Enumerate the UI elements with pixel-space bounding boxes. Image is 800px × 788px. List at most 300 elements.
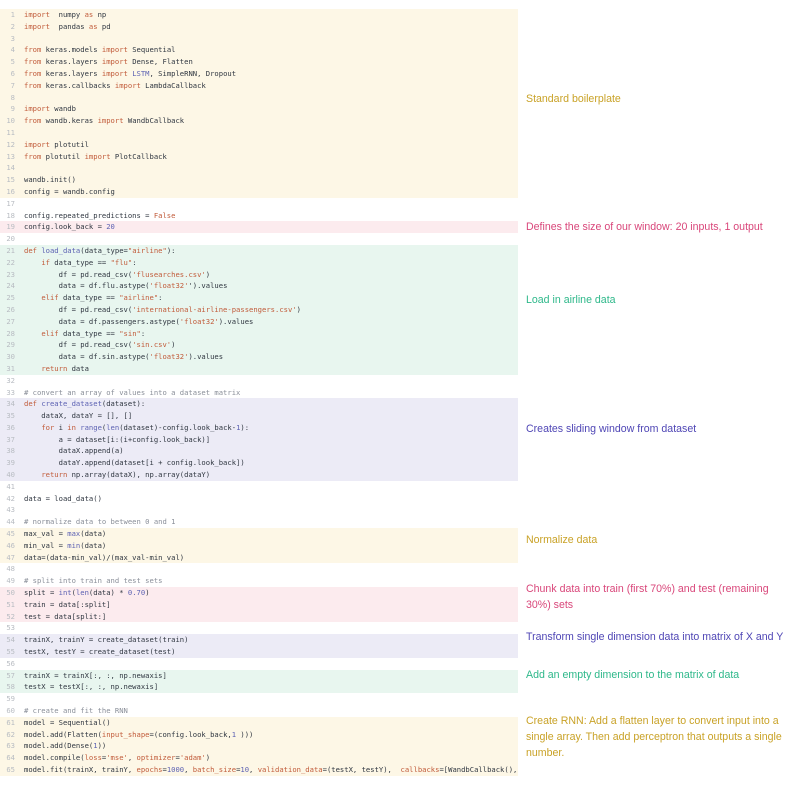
code-token: trainX, trainY = create_dataset(train) (24, 635, 189, 645)
code-token: range (80, 422, 102, 432)
code-line (0, 410, 518, 422)
code-token: # normalize data to between 0 and 1 (24, 517, 176, 527)
code-line (0, 646, 518, 658)
line-number: 7 (10, 80, 15, 90)
line-number: 60 (6, 706, 15, 716)
code-token: import (24, 10, 50, 19)
code-token: df = pd.read_csv( (24, 340, 133, 350)
code-text (24, 434, 210, 446)
code-token: optimizer (136, 753, 176, 763)
code-line (0, 693, 518, 705)
code-token: wandb.keras (41, 116, 98, 126)
code-line (0, 445, 518, 457)
code-token: def (24, 399, 37, 409)
line-number: 12 (6, 139, 15, 149)
code-text (24, 363, 89, 375)
line-number: 63 (6, 741, 15, 751)
code-text (24, 68, 236, 80)
code-text (24, 174, 76, 186)
code-token: "sin" (119, 328, 141, 338)
line-number: 62 (6, 729, 15, 739)
line-number: 3 (10, 33, 15, 43)
code-token: ).values (188, 352, 224, 362)
line-number: 37 (6, 434, 15, 444)
code-line (0, 33, 518, 45)
code-token: : (132, 257, 137, 267)
code-token: int (58, 588, 72, 598)
line-number: 18 (6, 210, 15, 220)
line-number: 23 (6, 269, 15, 279)
code-token: testX, testY = create_dataset(test) (24, 647, 176, 657)
code-text (24, 115, 184, 127)
code-token: , (184, 765, 193, 774)
code-token: dataY.append(dataset[i + config.look_back]) (24, 458, 245, 468)
code-token: import (24, 104, 50, 114)
code-token: epochs (136, 765, 163, 774)
line-number: 58 (6, 682, 15, 692)
line-number: 25 (6, 293, 15, 303)
line-number: 21 (6, 245, 15, 255)
code-text (24, 210, 175, 222)
line-number: 27 (6, 316, 15, 326)
code-text (24, 351, 223, 363)
code-token: =(config.look_back, (149, 729, 232, 739)
code-token: data = df.passengers.astype( (24, 316, 180, 326)
line-number: 45 (6, 529, 15, 539)
code-panel (0, 9, 518, 776)
code-token: testX = testX[:, :, np.newaxis] (24, 682, 159, 692)
code-token: config.repeated_predictions = (24, 210, 154, 220)
code-line (0, 162, 518, 174)
code-text (24, 445, 124, 457)
code-token: if (41, 257, 50, 267)
code-text (24, 221, 115, 233)
line-number: 33 (6, 387, 15, 397)
code-text (24, 681, 158, 693)
annotation-boilerplate: Standard boilerplate (526, 93, 621, 105)
line-number: 65 (6, 765, 15, 774)
code-token: data_type == (58, 328, 120, 338)
code-token: data=(data-min_val)/(max_val-min_val) (24, 552, 185, 562)
code-token: 0.70 (127, 588, 146, 598)
code-token: Sequential (127, 45, 176, 55)
code-token (24, 364, 41, 373)
line-number: 46 (6, 540, 15, 550)
code-token: for (41, 422, 55, 432)
line-number: 16 (6, 186, 15, 196)
code-text (24, 740, 106, 752)
code-token: "airline" (127, 245, 167, 255)
code-token: import (114, 80, 141, 90)
code-token: False (153, 210, 176, 220)
code-line (0, 304, 518, 316)
code-token: keras.callbacks (41, 80, 115, 90)
code-token: 'float32' (149, 281, 189, 291)
code-line (0, 493, 518, 505)
code-token: : (140, 328, 146, 338)
line-number: 30 (6, 352, 15, 362)
line-number: 48 (6, 564, 15, 574)
code-text (24, 292, 163, 304)
code-token: ) (296, 304, 301, 314)
code-text (24, 280, 227, 292)
code-line (0, 21, 518, 33)
code-token: trainX = trainX[:, :, np.newaxis] (24, 670, 167, 680)
code-token: from (24, 116, 42, 126)
code-token: i (54, 422, 68, 432)
code-token: model.compile( (24, 753, 85, 763)
code-line (0, 103, 518, 115)
code-text (24, 21, 111, 33)
code-token: 'sin.csv' (132, 340, 172, 350)
code-token: import (84, 151, 111, 161)
code-line (0, 587, 518, 599)
code-text (24, 304, 301, 316)
code-line (0, 68, 518, 80)
line-number: 52 (6, 611, 15, 621)
code-text (24, 139, 89, 151)
code-line (0, 552, 518, 564)
code-line (0, 375, 518, 387)
line-number: 2 (10, 21, 15, 31)
line-number: 6 (10, 68, 15, 78)
code-text (24, 186, 115, 198)
code-token: loss (84, 753, 102, 763)
code-text (24, 670, 167, 682)
code-token: LambdaCallback (140, 80, 206, 90)
code-token: import (24, 139, 50, 149)
line-number: 15 (6, 175, 15, 185)
line-number: 32 (6, 375, 15, 385)
code-token: 'flusearches.csv' (132, 269, 206, 279)
code-token: min (67, 540, 81, 550)
code-token (24, 423, 41, 432)
code-token: model = Sequential() (24, 717, 111, 727)
annotation-train-test-split: Chunk data into train (first 70%) and test (remaining 30%) sets (526, 583, 769, 611)
code-token: 20 (106, 222, 115, 232)
code-line (0, 92, 518, 104)
code-line (0, 422, 518, 434)
code-token: keras.models (41, 45, 102, 55)
code-line (0, 457, 518, 469)
code-token (24, 470, 41, 479)
code-line (0, 752, 518, 764)
code-line (0, 139, 518, 151)
code-token: data = df.sin.astype( (24, 352, 150, 362)
code-token: wandb.init() (24, 175, 76, 185)
code-token: 10 (240, 765, 250, 774)
code-line (0, 351, 518, 363)
code-token: , SimpleRNN, Dropout (149, 68, 237, 78)
code-text (24, 398, 145, 410)
code-token: # create and fit the RNN (24, 706, 128, 716)
code-token: as (88, 21, 98, 31)
code-token: max (67, 529, 81, 539)
code-line (0, 469, 518, 481)
code-text (24, 245, 175, 257)
code-token: plotutil (41, 151, 85, 161)
annotation-sliding-window: Creates sliding window from dataset (526, 423, 697, 435)
code-line (0, 151, 518, 163)
code-token: input_shape (101, 729, 150, 739)
line-number: 40 (6, 470, 15, 480)
line-number: 50 (6, 588, 15, 598)
code-token: test = data[split:] (24, 611, 107, 621)
code-token: PlotCallback (110, 151, 167, 161)
code-line (0, 634, 518, 646)
code-token: WandbCallback (123, 116, 185, 126)
code-line (0, 198, 518, 210)
line-number: 55 (6, 647, 15, 657)
code-token: pandas (49, 21, 89, 31)
code-token: df = pd.read_csv( (24, 269, 133, 279)
code-token: 'float32' (179, 316, 219, 326)
code-text (24, 316, 253, 328)
code-token: elif (41, 293, 59, 303)
code-token: # convert an array of values into a dataset matrix (24, 387, 241, 397)
line-number: 11 (6, 127, 15, 137)
code-line (0, 563, 518, 575)
code-text (24, 422, 249, 434)
code-token (24, 258, 41, 267)
code-token: "airline" (119, 293, 159, 303)
code-text (24, 103, 76, 115)
code-token: , (127, 753, 137, 763)
code-token: len (106, 422, 120, 432)
line-number: 53 (6, 623, 15, 633)
code-text (24, 634, 188, 646)
code-token: from (24, 57, 42, 67)
code-token: len (75, 588, 89, 598)
code-token: (data) (80, 540, 107, 550)
code-token: plotutil (49, 139, 89, 149)
code-token: ').values (188, 281, 228, 291)
code-line (0, 504, 518, 516)
code-token: validation_data (257, 765, 323, 774)
code-token: as (84, 10, 94, 19)
code-token: =(testX, testY), (322, 765, 401, 774)
code-token: in (67, 422, 76, 432)
code-token: import (101, 45, 128, 55)
code-token: min_val = (24, 540, 68, 550)
code-token: max_val = (24, 529, 68, 539)
code-token: 1000 (166, 765, 185, 774)
annotation-empty-dimension: Add an empty dimension to the matrix of data (526, 669, 740, 681)
code-token: import (101, 68, 128, 78)
code-text (24, 410, 132, 422)
code-text (24, 717, 111, 729)
code-token: 'international-airline-passengers.csv' (132, 304, 297, 314)
line-number: 36 (6, 422, 15, 432)
line-number: 31 (6, 363, 15, 373)
code-token: , (249, 765, 258, 774)
code-line (0, 80, 518, 92)
code-token: import (101, 57, 128, 67)
code-token: from (24, 45, 42, 55)
code-line (0, 56, 518, 68)
code-text (24, 729, 253, 741)
code-token: 1 (236, 422, 241, 432)
code-line (0, 316, 518, 328)
line-number: 54 (6, 635, 15, 645)
code-token: from (24, 68, 42, 78)
code-token: (data) (80, 529, 107, 539)
code-token: data = load_data() (24, 493, 102, 503)
code-token: = (101, 753, 107, 763)
code-token: ): (240, 422, 250, 432)
code-text (24, 9, 106, 21)
code-token: 'mse' (106, 753, 128, 763)
code-text (24, 457, 245, 469)
annotation-load-data: Load in airline data (526, 294, 616, 306)
code-token: import (97, 116, 124, 126)
code-token: np.array(dataX), np.array(dataY) (67, 470, 211, 480)
line-number: 35 (6, 411, 15, 421)
code-token: 1 (93, 741, 98, 751)
line-number: 41 (6, 481, 15, 491)
code-token: (dataset)-config.look_back- (119, 422, 237, 432)
code-token: ( (71, 588, 76, 598)
line-number: 14 (6, 163, 15, 173)
code-text (24, 587, 150, 599)
code-line (0, 681, 518, 693)
code-line (0, 233, 518, 245)
line-number: 56 (6, 658, 15, 668)
code-text (24, 540, 106, 552)
code-token: pd (97, 21, 111, 31)
code-text (24, 493, 102, 505)
line-number: 43 (6, 505, 15, 515)
code-line (0, 387, 518, 399)
code-token: =[WandbCallback(), (439, 765, 518, 774)
code-line (0, 670, 518, 682)
code-text (24, 151, 167, 163)
line-number: 44 (6, 517, 15, 527)
code-token: ))) (236, 729, 254, 739)
code-text (24, 56, 193, 68)
code-token: ) (205, 753, 211, 763)
line-number: 13 (6, 151, 15, 161)
code-text (24, 387, 240, 399)
code-token: model.fit(trainX, trainY, (24, 765, 137, 774)
code-line (0, 528, 518, 540)
code-text (24, 469, 210, 481)
code-token: import (24, 21, 50, 31)
code-text (24, 599, 111, 611)
code-token: ( (101, 422, 107, 432)
code-line (0, 328, 518, 340)
line-number: 24 (6, 281, 15, 291)
code-token: config.look_back = (24, 222, 107, 232)
code-token: split = (24, 588, 59, 598)
code-token: 'adam' (179, 753, 206, 763)
code-text (24, 44, 175, 56)
code-line (0, 280, 518, 292)
code-token (24, 293, 41, 302)
code-line (0, 575, 518, 587)
code-token: train = data[:split] (24, 599, 111, 609)
code-line (0, 221, 518, 233)
code-token: # split into train and test sets (24, 576, 163, 586)
code-line (0, 599, 518, 611)
code-token: model.add(Flatten( (24, 729, 102, 739)
code-token: return (41, 363, 68, 373)
code-line (0, 115, 518, 127)
code-token: def (24, 245, 37, 255)
code-token: 'float32' (149, 352, 189, 362)
code-line (0, 245, 518, 257)
code-token: ) (205, 269, 211, 279)
code-line (0, 717, 518, 729)
line-number: 29 (6, 340, 15, 350)
code-line (0, 764, 518, 776)
code-line (0, 740, 518, 752)
code-token: "flu" (110, 257, 133, 267)
code-line (0, 127, 518, 139)
code-line (0, 9, 518, 21)
code-text (24, 328, 145, 340)
line-number: 8 (10, 92, 15, 102)
code-line (0, 516, 518, 528)
line-number: 5 (10, 57, 15, 67)
line-number: 61 (6, 717, 15, 727)
code-line (0, 434, 518, 446)
code-token: wandb (49, 104, 76, 114)
code-token: load_data (41, 245, 81, 255)
code-token: ) (145, 588, 150, 598)
code-text (24, 552, 184, 564)
annotation-normalize: Normalize data (526, 534, 598, 546)
code-line (0, 44, 518, 56)
code-line (0, 186, 518, 198)
code-token: return (41, 470, 68, 480)
line-number: 22 (6, 257, 15, 267)
annotation-transform: Transform single dimension data into matrix of X and Y (526, 631, 784, 643)
code-token: callbacks (400, 765, 440, 774)
code-token: a = dataset[i:(i+config.look_back)] (24, 434, 211, 444)
line-number: 1 (10, 10, 15, 19)
code-line (0, 611, 518, 623)
line-number: 34 (6, 399, 15, 409)
code-text (24, 80, 206, 92)
line-number: 47 (6, 552, 15, 562)
code-token: dataX, dataY = [], [] (24, 411, 133, 421)
line-number: 10 (6, 116, 15, 126)
code-token: (data) * (88, 588, 128, 598)
code-line (0, 540, 518, 552)
code-line (0, 339, 518, 351)
code-text (24, 516, 175, 528)
code-line (0, 729, 518, 741)
code-token: Dense, Flatten (127, 57, 193, 67)
code-line (0, 174, 518, 186)
code-token: (dataset): (101, 399, 146, 409)
code-token: data (67, 363, 89, 373)
code-token: data = df.flu.astype( (24, 281, 150, 291)
code-line (0, 481, 518, 493)
code-token: (data_type= (80, 245, 128, 255)
annotation-create-rnn: Create RNN: Add a flatten layer to convert input into a single array. Then add perceptron that outputs a single number. (526, 715, 782, 759)
code-token: 1 (231, 729, 237, 739)
code-text (24, 575, 162, 587)
line-number: 51 (6, 599, 15, 609)
code-token (24, 329, 41, 338)
code-text (24, 752, 210, 764)
code-token: config = wandb.config (24, 186, 115, 196)
code-token: create_dataset (41, 399, 102, 409)
line-number: 20 (6, 234, 15, 244)
code-token: data_type == (49, 257, 111, 267)
